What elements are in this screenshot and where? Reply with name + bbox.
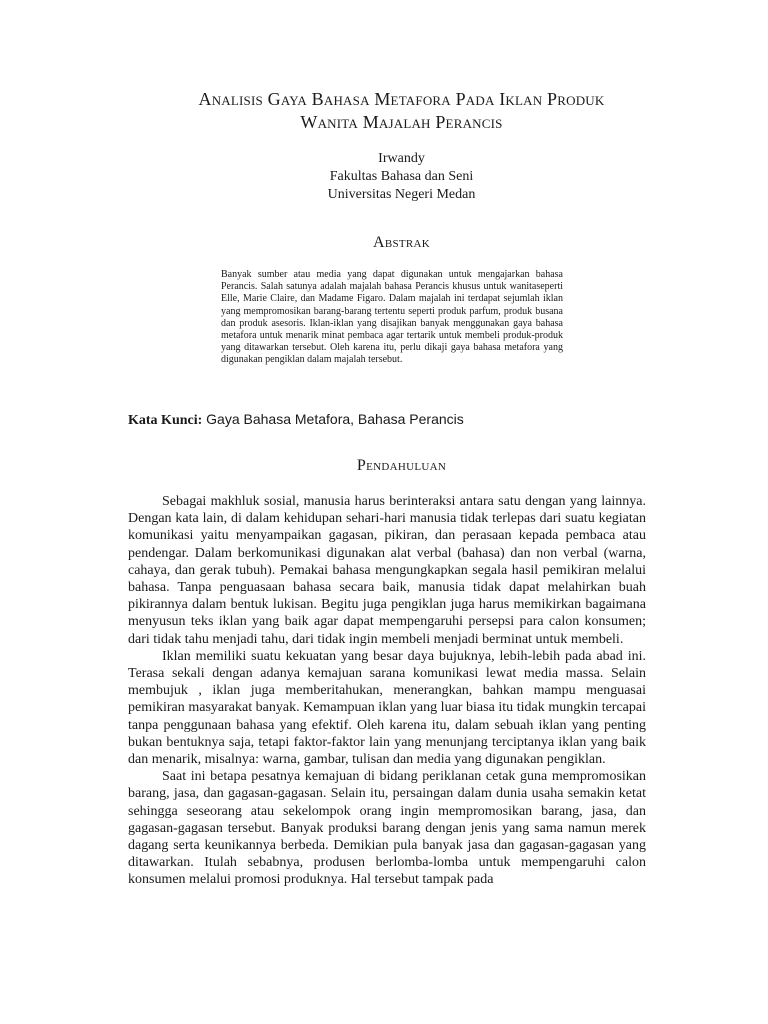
body-paragraph: Iklan memiliki suatu kekuatan yang besar daya bujuknya, lebih-lebih pada abad ini. Terasa sekali dengan adanya kemajuan sarana komunikasi lewat media massa. Selain membujuk , iklan juga memberitahukan, menerangkan, bahkan mampu menguasai pemikiran masyarakat banyak. Kemampuan iklan yang luar biasa itu tidak mungkin tercapai tanpa penggunaan bahasa yang efektif. Oleh karena itu, dalam sebuah iklan yang penting bukan bentuknya saja, tetapi faktor-faktor lain yang menunjang terciptanya iklan yang baik dan menarik, misalnya: warna, gambar, tulisan dan media yang digunakan pengiklan.	[128, 648, 646, 768]
author-faculty: Fakultas Bahasa dan Seni	[329, 169, 474, 184]
abstract-body	[221, 269, 563, 367]
author-name: Irwandy	[378, 151, 425, 166]
author-university: Universitas Negeri Medan	[327, 187, 476, 202]
author-block	[200, 150, 603, 204]
abstract-heading: Abstrak	[372, 234, 431, 251]
paper-title-line-2: Wanita Majalah Perancis	[300, 112, 503, 132]
body-paragraph: Saat ini betapa pesatnya kemajuan di bidang periklanan cetak guna mempromosikan barang, jasa, dan gagasan-gagasan. Selain itu, persaingan dalam dunia usaha semakin ketat sehingga seseorang atau sekelompok orang ingin mempromosikan barang, jasa, dan gagasan-gagasan tersebut. Banyak produksi barang dengan jenis yang sama namun merek dagang serta keunikannya berbeda. Demikian pula banyak jasa dan gagasan-gagasan yang ditawarkan. Itulah sebabnya, produsen berlomba-lomba untuk mempengaruhi calon konsumen melalui promosi produknya. Hal tersebut tampak pada	[128, 769, 646, 888]
introduction-body	[128, 493, 646, 889]
paper-title-line-1: Analisis Gaya Bahasa Metafora Pada Iklan Produk	[198, 89, 605, 109]
paper-title	[110, 88, 693, 134]
keywords	[128, 411, 464, 429]
body-paragraph: Sebagai makhluk sosial, manusia harus berinteraksi antara satu dengan yang lainnya. Dengan kata lain, di dalam kehidupan sehari-hari manusia tidak terlepas dari suatu kegiatan komunikasi yaitu menyampaikan gagasan, pikiran, dan perasaan kepada pembaca atau pendengar. Dalam berkomunikasi digunakan alat verbal (bahasa) dan non verbal (warna, cahaya, dan gerak tubuh). Pemakai bahasa mengungkapkan segala hasil pemikiran melalui bahasa. Tanpa penguasaan bahasa secara baik, manusia tidak dapat melahirkan buah pikirannya dalam bentuk lukisan. Begitu juga pengiklan juga harus memikirkan bagaimana menyusun teks iklan yang baik agar dapat mempengaruhi persepsi para calon konsumen; dari tidak tahu menjadi tahu, dari tidak ingin membeli menjadi berminat untuk membeli.	[128, 494, 646, 647]
introduction-heading: Pendahuluan	[356, 457, 447, 474]
keywords-value: Gaya Bahasa Metafora, Bahasa Perancis	[202, 411, 464, 427]
abstract-paragraph: Banyak sumber atau media yang dapat digunakan untuk mengajarkan bahasa Perancis. Salah satunya adalah majalah bahasa Perancis khusus untuk wanitaseperti Elle, Marie Claire, dan Madame Figaro. Dalam majalah ini terdapat sejumlah iklan yang mempromosikan barang-barang tertentu seperti produk parfum, produk busana dan produk asesoris. Iklan-iklan yang disajikan banyak menggunakan gaya bahasa metafora untuk menarik minat pembaca agar tertarik untuk membeli produk-produk yang ditawarkan tersebut. Oleh karena itu, perlu dikaji gaya bahasa metafora yang digunakan pengiklan dalam majalah tersebut.	[221, 269, 563, 366]
keywords-label: Kata Kunci:	[128, 413, 203, 428]
